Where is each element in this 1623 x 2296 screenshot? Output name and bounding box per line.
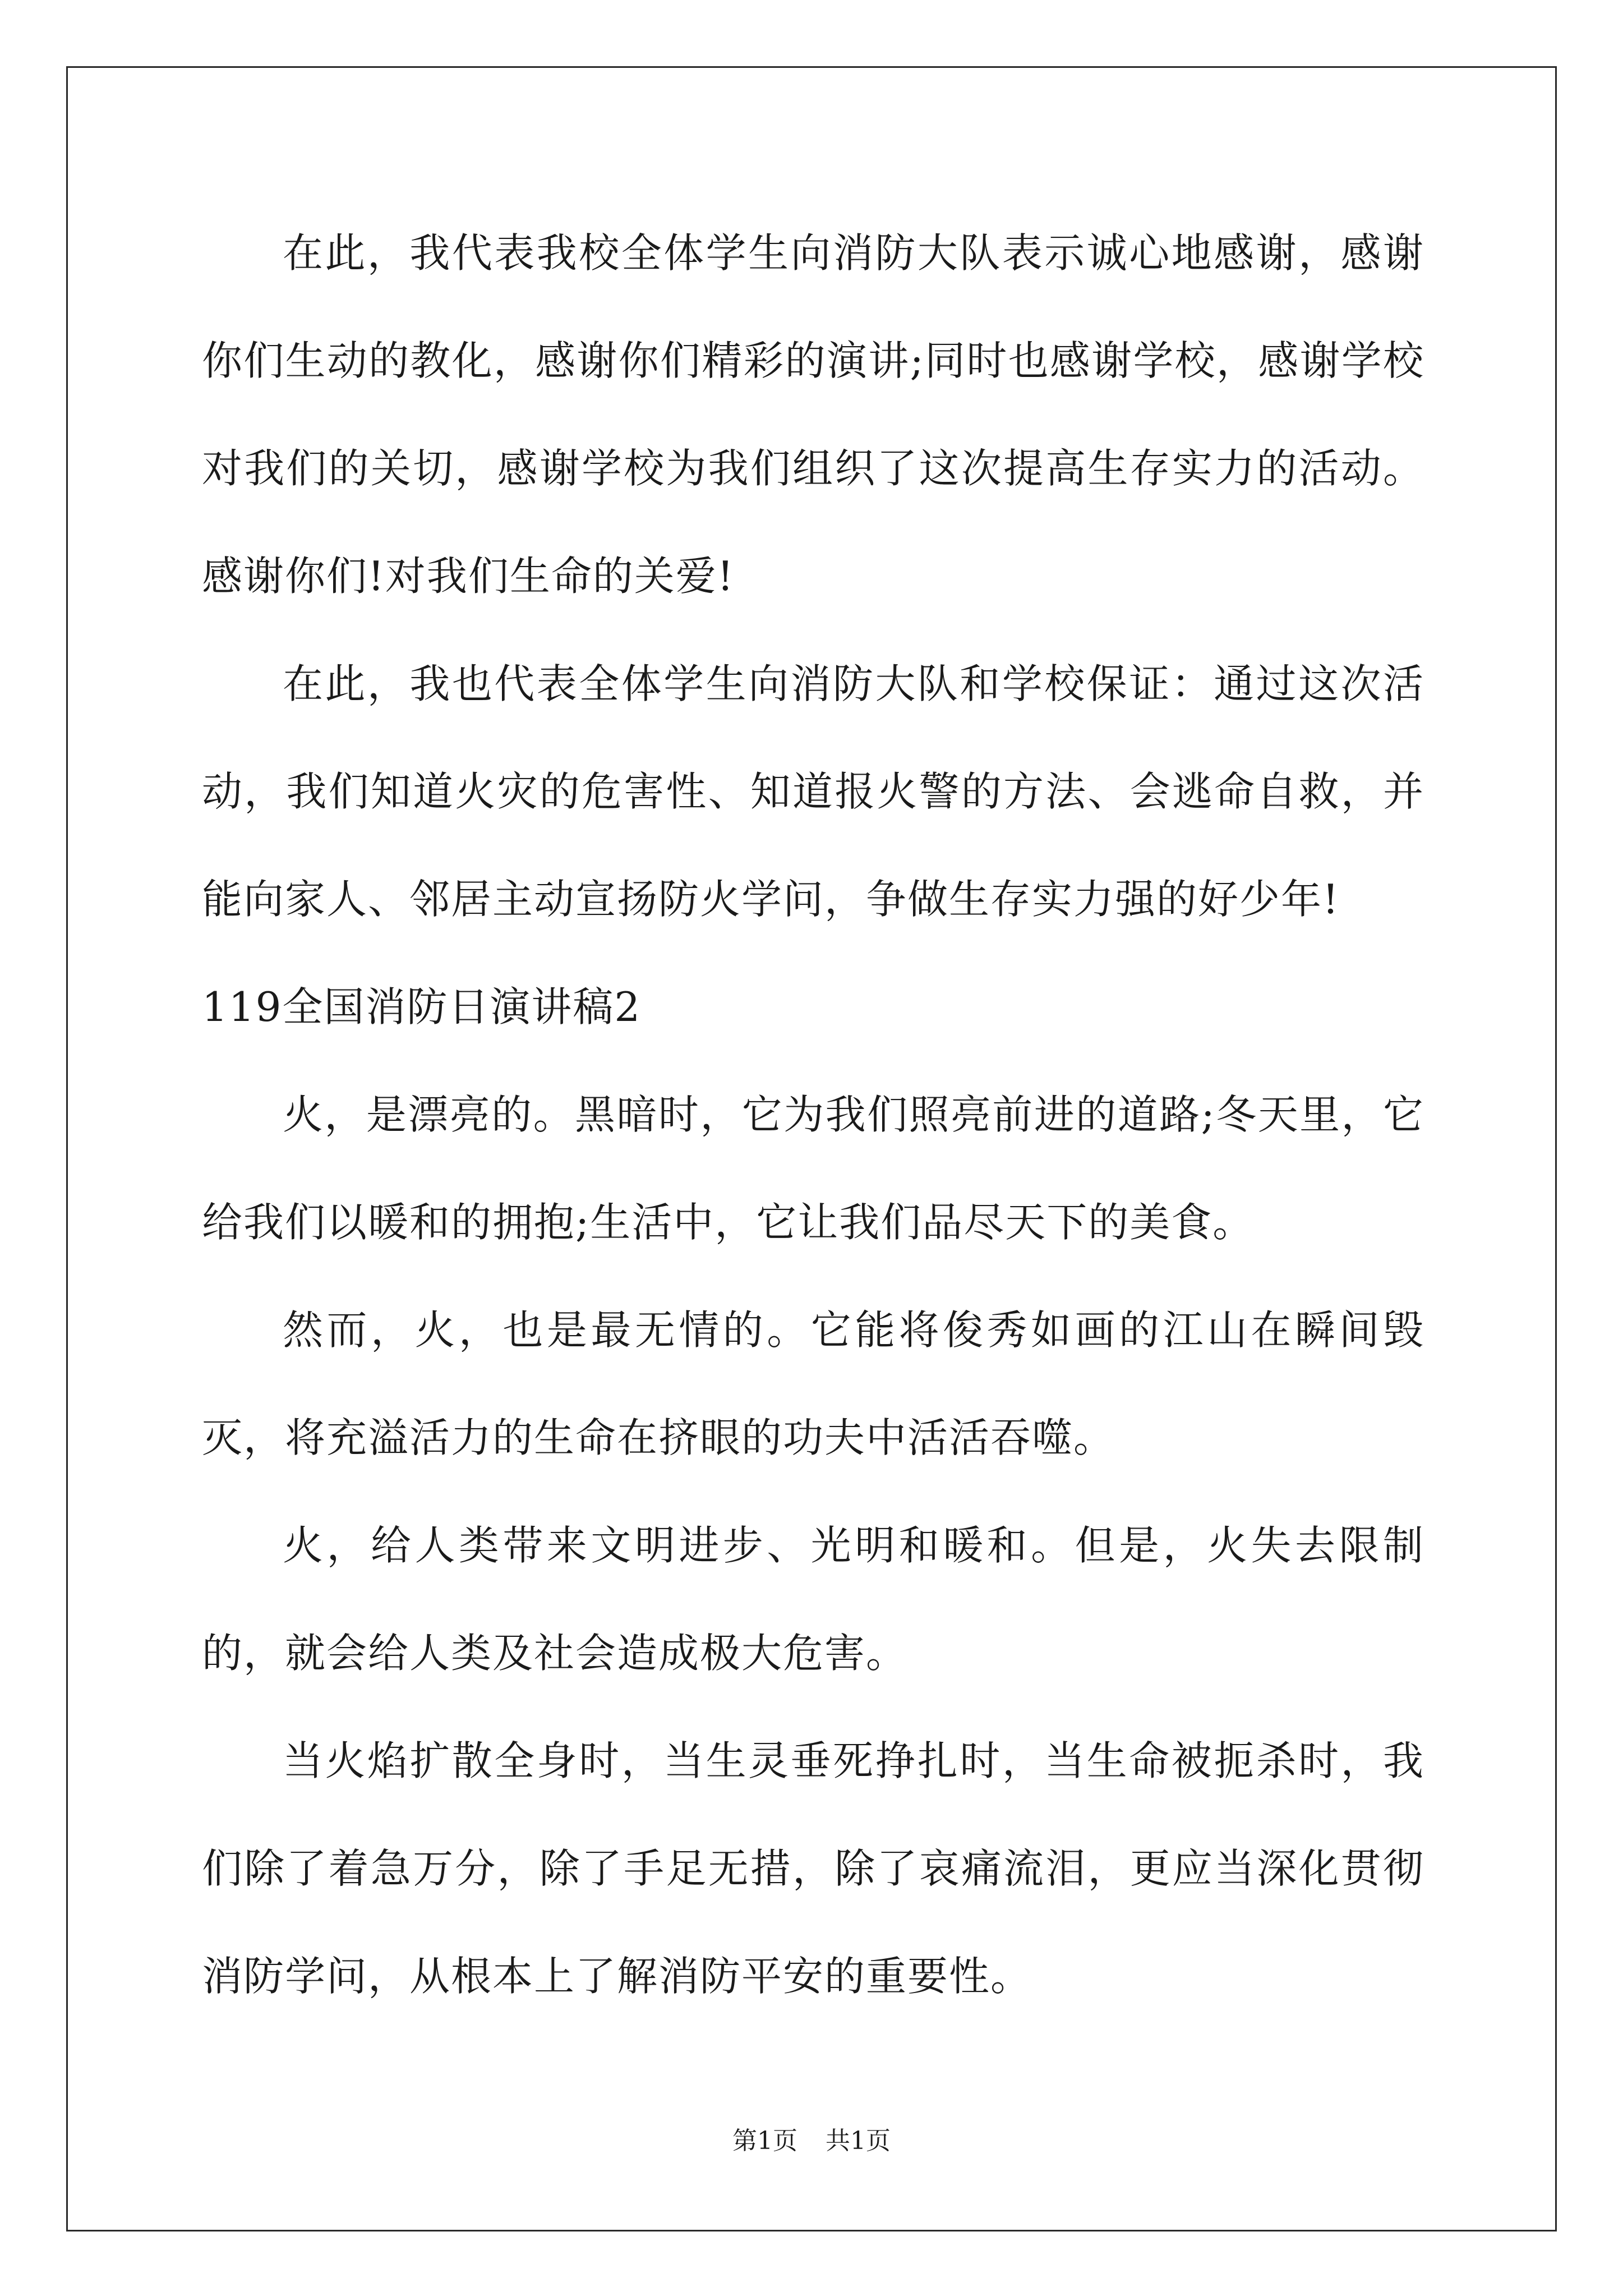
page-total: 共1页 [826,2127,891,2155]
page-number: 第1页 [732,2127,797,2155]
paragraph-pledge: 在此，我也代表全体学生向消防大队和学校保证：通过这次活动，我们知道火灾的危害性、知道报火警的方法、会逃命自救，并能向家人、邻居主动宣扬防火学问，争做生存实力强的好少年! [202,660,1424,923]
paragraph-fire-beautiful: 火，是漂亮的。黑暗时，它为我们照亮前进的道路;冬天里，它给我们以暖和的拥抱;生活中，它让我们品尽天下的美食。 [202,1091,1424,1246]
document-body [202,199,1424,2030]
page-footer [0,2120,1623,2156]
paragraph-thanks: 在此，我代表我校全体学生向消防大队表示诚心地感谢，感谢你们生动的教化，感谢你们精彩的演讲;同时也感谢学校，感谢学校对我们的关切，感谢学校为我们组织了这次提高生存实力的活动。感谢你们!对我们生命的关爱! [202,229,1424,600]
paragraph-fire-progress: 火，给人类带来文明进步、光明和暖和。但是，火失去限制的，就会给人类及社会造成极大危害。 [202,1522,1424,1677]
paragraph-fire-ruthless: 然而，火，也是最无情的。它能将俊秀如画的江山在瞬间毁灭，将充溢活力的生命在挤眼的功夫中活活吞噬。 [202,1306,1424,1461]
section-heading: 119全国消防日演讲稿2 [202,983,642,1030]
paragraph-fire-knowledge: 当火焰扩散全身时，当生灵垂死挣扎时，当生命被扼杀时，我们除了着急万分，除了手足无措，除了哀痛流泪，更应当深化贯彻消防学问，从根本上了解消防平安的重要性。 [202,1737,1424,2000]
